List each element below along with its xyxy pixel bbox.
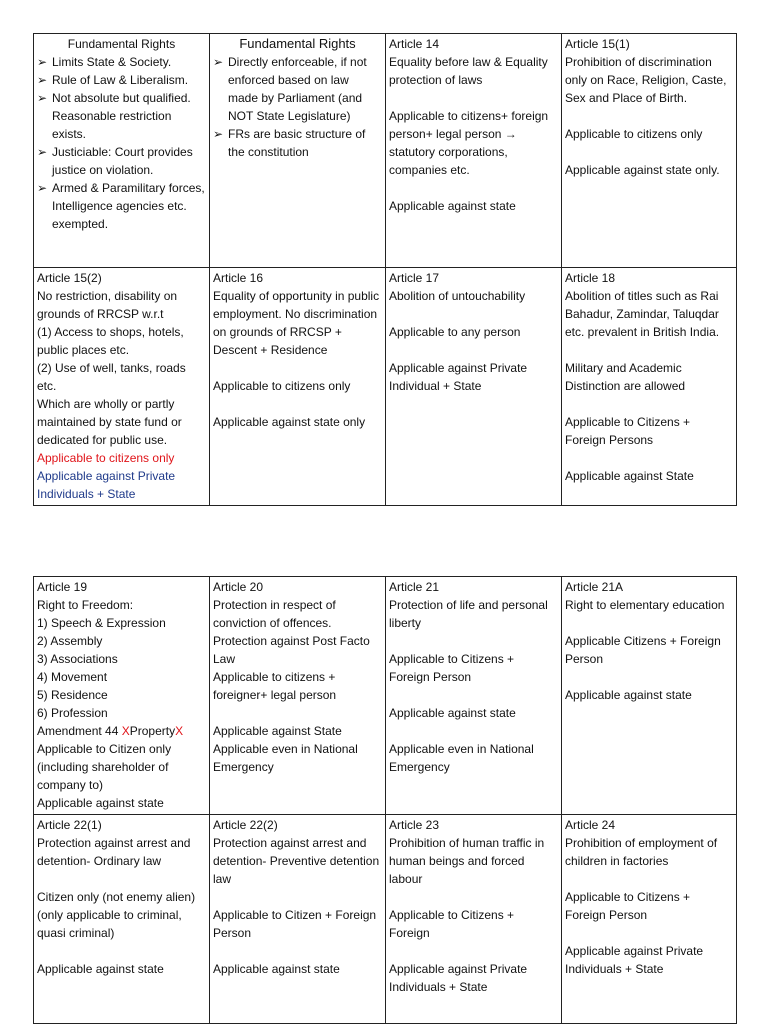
bullet-item: ➢ FRs are basic structure of the constitution: [213, 125, 382, 161]
cell-line: Prohibition of human traffic in human beings and forced labour: [389, 836, 545, 886]
cell-line: Prohibition of discrimination only on Race, Religion, Caste, Sex and Place of Birth.: [565, 55, 727, 105]
cell-line: Prohibition of employment of children in factories: [565, 836, 718, 868]
bullet-item: ➢ Directly enforceable, if not enforced based on law made by Parliament (and NOT State Legislature): [213, 53, 382, 125]
article-cell: [562, 268, 737, 506]
blank-line: [213, 888, 382, 906]
cell-line: Applicable even in National Emergency: [389, 742, 534, 774]
bullet-item: ➢ Justiciable: Court provides justice on violation.: [37, 143, 206, 179]
cell-heading: Fundamental Rights: [67, 37, 176, 51]
article-cell: [562, 34, 737, 268]
cell-line: 1) Speech & Expression: [37, 616, 166, 630]
cell-line: Applicable against state: [565, 688, 692, 702]
article-cell: [386, 34, 562, 268]
cell-line: Applicable against state: [213, 962, 340, 976]
fundamental-rights-table-top: [33, 33, 737, 506]
cell-line: Applicable even in National Emergency: [213, 742, 358, 774]
cell-text: [37, 740, 206, 812]
fundamental-rights-table-bottom: [33, 576, 737, 1024]
cell-line: (1) Access to shops, hotels, public places etc.: [37, 325, 184, 357]
blank-line: [565, 870, 733, 888]
bullet-item: ➢ Not absolute but qualified. Reasonable restriction exists.: [37, 89, 206, 143]
article-cell: [386, 815, 562, 1024]
blank-line: [37, 942, 206, 960]
bullet-item: ➢ Armed & Paramilitary forces, Intelligence agencies etc. exempted.: [37, 179, 206, 233]
blank-line: [37, 870, 206, 888]
table-row: [34, 815, 737, 1024]
cell-line: Article 20: [213, 580, 264, 594]
blank-line: [389, 89, 558, 107]
cell-line: Military and Academic Distinction are allowed: [565, 361, 686, 393]
blank-line: [213, 704, 382, 722]
cell-line: Applicable to citizens only: [213, 379, 351, 393]
cell-line: Protection against arrest and detention- Ordinary law: [37, 836, 191, 868]
blank-line: [565, 107, 733, 125]
bullet-item: ➢ Limits State & Society.: [37, 53, 206, 71]
cell-text: [37, 578, 206, 722]
cell-line: Applicable against state only.: [565, 163, 720, 177]
blank-line: [565, 395, 733, 413]
cell-line: Article 23: [389, 818, 440, 832]
cell-line: Applicable Citizens + Foreign Person: [565, 634, 721, 666]
cell-line: Article 21: [389, 580, 440, 594]
blank-line: [389, 722, 558, 740]
cell-line: Applicable against Private Individuals + State: [565, 944, 704, 976]
amendment-prefix: Amendment 44: [37, 724, 122, 738]
strike-mark: X: [175, 724, 184, 738]
article-cell: [34, 577, 210, 815]
cell-line: Article 14: [389, 37, 440, 51]
article-cell: [386, 577, 562, 815]
blank-line: [389, 179, 558, 197]
cell-line: Applicable against State: [565, 469, 694, 483]
cell-line: Protection in respect of conviction of offences. Protection against Post Facto Law: [213, 598, 370, 666]
amendment-line: [37, 722, 206, 740]
cell-line: Article 22(2): [213, 818, 278, 832]
article-cell: [34, 815, 210, 1024]
article-cell: [210, 268, 386, 506]
blank-line: [389, 686, 558, 704]
cell-line: Equality of opportunity in public employment. No discrimination on grounds of RRCSP + Descent + Residence: [213, 289, 380, 357]
cell-line: Article 15(1): [565, 37, 630, 51]
blank-line: [213, 395, 382, 413]
cell-line: Protection of life and personal liberty: [389, 598, 548, 630]
cell-line: Article 19: [37, 580, 88, 594]
blank-line: [389, 341, 558, 359]
fr-enforcement-cell: [210, 34, 386, 268]
blank-line: [565, 924, 733, 942]
cell-line: Applicable against state: [37, 796, 164, 810]
cell-line: Protection against arrest and detention- Preventive detention law: [213, 836, 380, 886]
cell-line: Article 21A: [565, 580, 624, 594]
cell-line: Abolition of titles such as Rai Bahadur, Zamindar, Taluqdar etc. prevalent in British India.: [565, 289, 720, 339]
blank-line: [389, 942, 558, 960]
cell-line: Abolition of untouchability: [389, 289, 526, 303]
blank-line: [565, 341, 733, 359]
article-cell: [210, 577, 386, 815]
cell-line: Applicable to Citizen + Foreign Person: [213, 908, 377, 940]
cell-line: Article 24: [565, 818, 616, 832]
article-cell: [386, 268, 562, 506]
cell-line: Right to elementary education: [565, 598, 725, 612]
cell-line: Article 22(1): [37, 818, 102, 832]
blank-line: [565, 614, 733, 632]
blank-line: [389, 305, 558, 323]
blank-line: [565, 143, 733, 161]
cell-line: (2) Use of well, tanks, roads etc.: [37, 361, 186, 393]
blank-line: [213, 359, 382, 377]
cell-line: Applicable to Citizens + Foreign Person: [389, 652, 515, 684]
cell-line: Applicable against state: [389, 706, 516, 720]
applicability-highlight: Applicable to citizens only: [37, 451, 175, 465]
table-row: [34, 34, 737, 268]
cell-line: 6) Profession: [37, 706, 108, 720]
bullet-item: ➢ Rule of Law & Liberalism.: [37, 71, 206, 89]
table-row: [34, 268, 737, 506]
cell-line: Applicable to Citizens + Foreign Person: [565, 890, 691, 922]
cell-line: Article 17: [389, 271, 440, 285]
fr-summary-cell: [34, 34, 210, 268]
cell-line: 4) Movement: [37, 670, 108, 684]
applicability-highlight: Applicable against Private Individuals + State: [37, 469, 176, 501]
cell-line: Applicable against state: [389, 199, 516, 213]
cell-line: Applicable against Private Individual + State: [389, 361, 528, 393]
cell-line: Applicable to Citizens + Foreign Persons: [565, 415, 691, 447]
article-cell: [562, 815, 737, 1024]
article-cell: [210, 815, 386, 1024]
cell-line: Applicable to citizens+ foreign person+ legal person → statutory corporations, companies etc.: [389, 109, 549, 177]
cell-line: Right to Freedom:: [37, 598, 134, 612]
blank-line: [565, 449, 733, 467]
cell-line: 2) Assembly: [37, 634, 103, 648]
blank-line: [389, 632, 558, 650]
cell-line: Applicable against State: [213, 724, 342, 738]
fr-bullet-list: [37, 53, 206, 233]
cell-text: [37, 269, 206, 449]
cell-line: Applicable against state: [37, 962, 164, 976]
cell-line: Applicable against Private Individuals + State: [389, 962, 528, 994]
cell-line: Article 16: [213, 271, 264, 285]
fr-bullet-list: [213, 53, 382, 161]
cell-line: Applicable to citizens only: [565, 127, 703, 141]
cell-line: 3) Associations: [37, 652, 118, 666]
article-cell: [562, 577, 737, 815]
strike-mark: X: [121, 724, 130, 738]
article-cell: [34, 268, 210, 506]
blank-line: [213, 942, 382, 960]
cell-line: Equality before law & Equality protection of laws: [389, 55, 548, 87]
cell-line: Applicable to Citizen only (including shareholder of company to): [37, 742, 172, 792]
cell-line: Applicable to Citizens + Foreign: [389, 908, 515, 940]
cell-heading: Fundamental Rights: [239, 36, 356, 51]
cell-line: Citizen only (not enemy alien) (only applicable to criminal, quasi criminal): [37, 890, 196, 940]
amendment-word: Property: [129, 724, 176, 738]
table-row: [34, 577, 737, 815]
cell-line: Article 18: [565, 271, 616, 285]
cell-line: Article 15(2): [37, 271, 102, 285]
cell-line: Applicable to any person: [389, 325, 521, 339]
cell-line: No restriction, disability on grounds of RRCSP w.r.t: [37, 289, 178, 321]
blank-line: [565, 668, 733, 686]
blank-line: [389, 888, 558, 906]
cell-line: Applicable against state only: [213, 415, 366, 429]
cell-line: 5) Residence: [37, 688, 108, 702]
cell-line: Which are wholly or partly maintained by state fund or dedicated for public use.: [37, 397, 182, 447]
cell-line: Applicable to citizens + foreigner+ legal person: [213, 670, 337, 702]
